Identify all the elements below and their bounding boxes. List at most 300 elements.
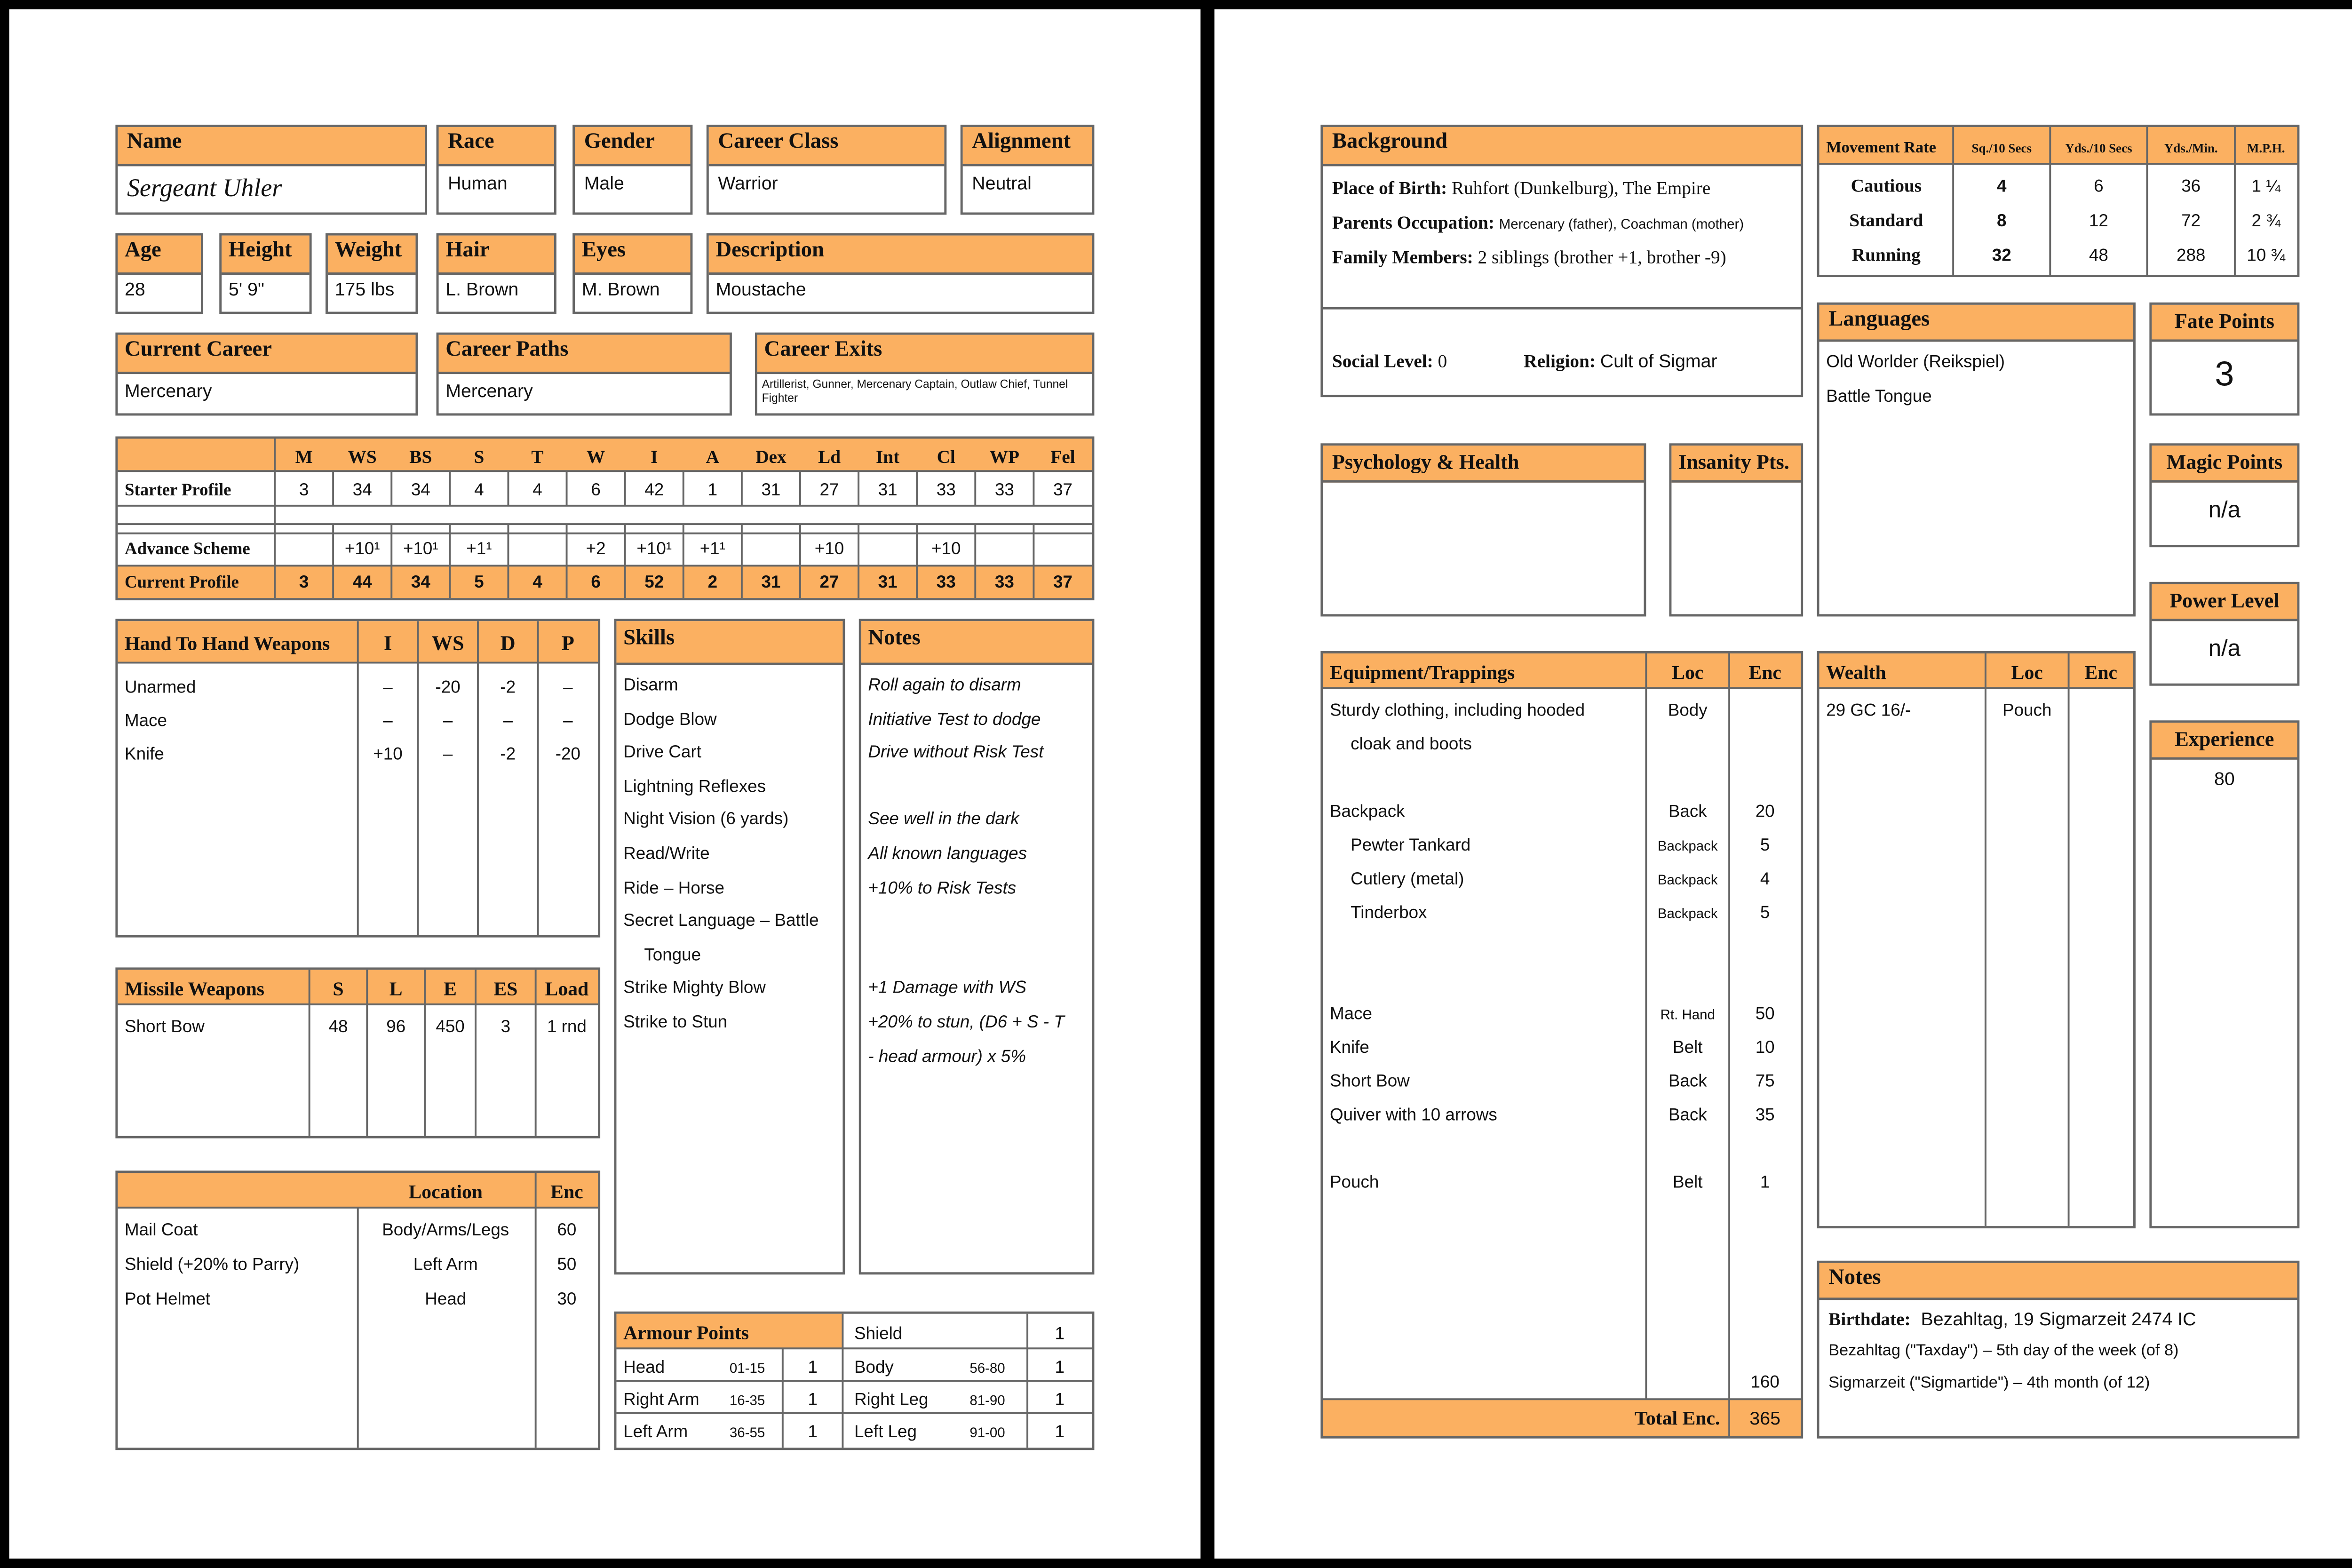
ap-value: 1 [808, 1422, 818, 1441]
profile-value: 31 [761, 572, 781, 592]
missile-col-Load: Load [545, 978, 589, 1000]
profile-value: 37 [1053, 572, 1073, 592]
profile-value: 34 [352, 479, 372, 499]
equipment-item: Short Bow [1330, 1071, 1410, 1090]
equipment-enc: 35 [1755, 1105, 1775, 1124]
armour-enc-header: Enc [550, 1181, 583, 1203]
sheet-page-2 [1215, 9, 2352, 1559]
skill-item: Read/Write [623, 843, 710, 864]
skill-item: Night Vision (6 yards) [623, 809, 789, 830]
profile-value: +10¹ [403, 538, 438, 558]
movement-col: M.P.H. [2247, 141, 2285, 155]
skill-note-item: +20% to stun, (D6 + S - T [868, 1011, 1065, 1032]
equipment-item: Cutlery (metal) [1351, 868, 1464, 888]
alignment-box [961, 125, 1095, 215]
movement-value: 4 [1997, 176, 2007, 196]
equipment-enc: 50 [1755, 1003, 1775, 1023]
wealth-table [1817, 651, 2136, 1228]
profile-value: 33 [936, 572, 956, 592]
profile-value: 3 [299, 479, 309, 499]
profile-row-label: Advance Scheme [125, 538, 250, 558]
wealth-loc: Pouch [2002, 700, 2052, 720]
skill-item: Dodge Blow [623, 708, 717, 729]
name-label: Name [118, 127, 425, 166]
wealth-title: Wealth [1826, 661, 1886, 684]
wealth-item: 29 GC 16/- [1826, 700, 1911, 720]
age-label: Age [118, 236, 201, 275]
hth-value: – [383, 677, 393, 697]
fate-box [2149, 302, 2299, 415]
skill-item: Lightning Reflexes [623, 775, 766, 796]
ap-range: 16-35 [729, 1393, 765, 1409]
magic-label: Magic Points [2152, 446, 2297, 483]
profile-value: +1¹ [699, 538, 725, 558]
movement-row-label: Running [1851, 245, 1921, 265]
pob-label: Place of Birth: [1332, 177, 1447, 199]
hth-value: -2 [500, 744, 516, 764]
profile-value: 33 [936, 479, 956, 499]
armour-enc: 50 [557, 1254, 577, 1274]
ap-range: 81-90 [969, 1393, 1005, 1409]
profile-value: 31 [878, 479, 898, 499]
armour-name: Mail Coat [125, 1219, 198, 1239]
equipment-enc-header: Enc [1748, 661, 1781, 684]
profile-value: 4 [532, 479, 542, 499]
family-row [1332, 247, 1726, 268]
equipment-item: Mace [1330, 1003, 1372, 1023]
armour-list-table [115, 1170, 600, 1450]
profile-value: 33 [994, 572, 1014, 592]
current-career-value: Mercenary [125, 381, 212, 402]
profile-col-W: W [586, 447, 605, 468]
profile-value: +10¹ [636, 538, 672, 558]
missile-col-ES: ES [493, 978, 518, 1000]
profile-col-T: T [531, 447, 544, 468]
hth-value: – [443, 710, 453, 730]
parents-label: Parents Occupation: [1332, 212, 1494, 233]
height-label: Height [222, 236, 310, 275]
language-item: Battle Tongue [1826, 385, 1932, 406]
birthdate-value: Bezahltag, 19 Sigmarzeit 2474 IC [1921, 1309, 2196, 1330]
ap-location: Right Leg [854, 1389, 929, 1409]
insanity-box [1669, 443, 1803, 616]
profile-col-WP: WP [989, 447, 1019, 468]
religion-row [1524, 351, 1717, 372]
equipment-enc: 75 [1755, 1071, 1775, 1090]
equipment-item: Pouch [1330, 1172, 1379, 1192]
armour-header-bg [118, 1173, 598, 1208]
sheet-page-1 [9, 9, 1201, 1559]
age-value: 28 [125, 279, 145, 301]
movement-col: Sq./10 Secs [1971, 141, 2032, 155]
armour-location: Body/Arms/Legs [382, 1219, 509, 1239]
equipment-grid [1323, 653, 1801, 1436]
missile-grid [118, 970, 598, 1136]
equipment-enc: 5 [1760, 835, 1770, 855]
movement-value: 32 [1992, 245, 2011, 265]
skills-box [614, 619, 845, 1274]
current-career-box [115, 333, 418, 416]
career-exits-value: Artillerist, Gunner, Mercenary Captain, Outlaw Chief, Tunnel Fighter [762, 378, 1068, 406]
hth-weapon-name: Unarmed [125, 677, 196, 697]
ap-value: 1 [1055, 1357, 1065, 1377]
equipment-item: Quiver with 10 arrows [1330, 1105, 1497, 1124]
ap-range: 36-55 [729, 1425, 765, 1441]
hth-col-P: P [561, 631, 574, 655]
profile-value: +10 [931, 538, 961, 558]
profile-col-S: S [474, 447, 485, 468]
movement-value: 288 [2176, 245, 2206, 265]
equipment-enc: 4 [1760, 868, 1770, 888]
profile-value: 31 [761, 479, 781, 499]
missile-col-E: E [444, 978, 457, 1000]
movement-value: 6 [2094, 176, 2104, 196]
hth-col-I: I [383, 631, 392, 655]
eyes-box [572, 233, 692, 314]
movement-value: 12 [2089, 210, 2108, 230]
profile-value: 1 [707, 479, 718, 499]
hth-value: – [443, 744, 453, 764]
religion-value: Cult of Sigmar [1600, 351, 1717, 372]
hair-label: Hair [439, 236, 554, 275]
gender-label: Gender [575, 127, 690, 166]
social-value: 0 [1438, 351, 1447, 372]
power-box [2149, 582, 2299, 686]
skill-item: Strike Mighty Blow [623, 978, 766, 999]
profile-col-Cl: Cl [937, 447, 955, 468]
equipment-loc: Back [1668, 1105, 1707, 1124]
profile-col-Dex: Dex [755, 447, 787, 468]
skill-item: Disarm [623, 674, 678, 695]
missile-col-S: S [333, 978, 344, 1000]
race-value: Human [448, 173, 508, 194]
profile-value: 27 [819, 572, 839, 592]
name-box [115, 125, 427, 215]
missile-value: 450 [436, 1016, 465, 1036]
equipment-loc: Back [1668, 801, 1707, 821]
profile-value: 5 [474, 572, 484, 592]
hth-value: – [383, 710, 393, 730]
missile-col-L: L [389, 978, 403, 1000]
missile-value: 96 [386, 1016, 406, 1036]
hair-box [437, 233, 556, 314]
equipment-loc: Belt [1673, 1037, 1703, 1057]
equipment-table [1320, 651, 1803, 1439]
equipment-loc-header: Loc [1672, 661, 1704, 684]
languages-box [1817, 302, 2136, 616]
profile-value: 37 [1053, 479, 1073, 499]
profile-value: 33 [994, 479, 1014, 499]
missile-title: Missile Weapons [125, 978, 265, 1000]
movement-value: 72 [2181, 210, 2201, 230]
movement-row-label: Standard [1849, 210, 1923, 231]
hth-value: +10 [373, 744, 403, 764]
career-paths-value: Mercenary [445, 381, 533, 402]
skill-item: Tongue [644, 944, 701, 965]
armour-location: Head [425, 1289, 467, 1309]
armour-loc-header: Location [408, 1181, 483, 1203]
parents-row [1332, 213, 1744, 233]
ap-value: 1 [1055, 1422, 1065, 1441]
hth-col-D: D [500, 631, 516, 655]
pob-value: Ruhfort (Dunkelburg), The Empire [1451, 177, 1711, 199]
ap-location: Left Leg [854, 1422, 917, 1441]
armour-points-title: Armour Points [623, 1322, 749, 1344]
skill-note-item: Drive without Risk Test [868, 741, 1044, 763]
missile-table [115, 967, 600, 1138]
skill-item: Ride – Horse [623, 876, 725, 898]
total-enc-label: Total Enc. [1634, 1408, 1720, 1430]
equipment-subtotal: 160 [1750, 1372, 1780, 1392]
equipment-loc: Backpack [1657, 872, 1718, 888]
hth-grid [118, 621, 598, 935]
profile-value: +10¹ [344, 538, 380, 558]
armour-name: Pot Helmet [125, 1289, 211, 1309]
hth-value: – [503, 710, 513, 730]
fate-value: 3 [2215, 355, 2234, 395]
ap-location: Left Arm [623, 1422, 688, 1441]
movement-value: 36 [2181, 176, 2201, 196]
ap-value: 1 [1055, 1389, 1065, 1409]
skill-item: Secret Language – Battle [623, 910, 819, 931]
notes2-box [1817, 1261, 2300, 1439]
hth-weapon-name: Knife [125, 744, 164, 764]
profile-value: 31 [878, 572, 898, 592]
profile-value: 6 [591, 479, 601, 499]
profile-grid [118, 439, 1092, 598]
equipment-loc: Rt. Hand [1660, 1007, 1715, 1023]
ap-location: Head [623, 1357, 665, 1377]
profile-value: 2 [707, 572, 718, 592]
equipment-loc: Body [1668, 700, 1708, 720]
height-value: 5' 9" [228, 279, 264, 301]
shield-label: Shield [854, 1323, 903, 1343]
hth-table [115, 619, 600, 937]
armour-grid [118, 1173, 598, 1448]
ap-value: 1 [808, 1357, 818, 1377]
profile-value: 34 [411, 572, 430, 592]
armour-points-grid [616, 1314, 1092, 1448]
armour-points-table [614, 1312, 1095, 1450]
social-label: Social Level: [1332, 351, 1433, 372]
birthdate-label: Birthdate: [1828, 1309, 1911, 1330]
family-label: Family Members: [1332, 247, 1473, 268]
equipment-item: Backpack [1330, 801, 1405, 821]
movement-value: 48 [2089, 245, 2108, 265]
skill-note-item: See well in the dark [868, 809, 1019, 830]
equipment-loc: Backpack [1657, 906, 1718, 922]
ap-range: 56-80 [969, 1360, 1005, 1376]
career-paths-label: Career Paths [439, 335, 730, 374]
alignment-value: Neutral [972, 173, 1032, 194]
languages-label: Languages [1820, 305, 2133, 342]
skill-note-item: - head armour) x 5% [868, 1045, 1026, 1066]
weight-label: Weight [328, 236, 416, 275]
profile-col-Int: Int [876, 447, 900, 468]
equipment-item: Sturdy clothing, including hooded [1330, 700, 1585, 720]
equipment-title: Equipment/Trappings [1330, 661, 1515, 684]
insanity-label: Insanity Pts. [1671, 446, 1801, 483]
equipment-enc: 5 [1760, 902, 1770, 922]
skill-notes-box [859, 619, 1095, 1274]
profile-value: 4 [474, 479, 484, 499]
profile-value: +10 [814, 538, 844, 558]
armour-name: Shield (+20% to Parry) [125, 1254, 300, 1274]
ap-value: 1 [808, 1389, 818, 1409]
notes2-line-2: Sigmarzeit ("Sigmartide") – 4th month (of 12) [1828, 1376, 2150, 1393]
skill-note-item: All known languages [868, 843, 1027, 864]
pob-row [1332, 178, 1710, 199]
hth-value: – [563, 710, 573, 730]
equipment-enc: 1 [1760, 1172, 1770, 1192]
eyes-label: Eyes [575, 236, 690, 275]
skill-note-item: +10% to Risk Tests [868, 876, 1017, 898]
name-value: Sergeant Uhler [127, 175, 282, 203]
movement-col: Yds./10 Secs [2065, 141, 2132, 155]
equipment-enc: 20 [1755, 801, 1775, 821]
description-label: Description [709, 236, 1092, 275]
equipment-item: Pewter Tankard [1351, 835, 1471, 855]
profile-row-label: Starter Profile [125, 479, 231, 499]
missile-value: 48 [328, 1016, 348, 1036]
psychology-label: Psychology & Health [1323, 446, 1644, 483]
equipment-loc: Backpack [1657, 838, 1718, 854]
equipment-loc: Back [1668, 1071, 1707, 1090]
profile-value: 52 [644, 572, 664, 592]
profile-value: 34 [411, 479, 430, 499]
hth-value: -2 [500, 677, 516, 697]
profile-col-I: I [651, 447, 658, 468]
movement-row-label: Cautious [1851, 175, 1922, 196]
power-value: n/a [2208, 637, 2241, 663]
armour-location: Left Arm [413, 1254, 478, 1274]
current-career-label: Current Career [118, 335, 415, 374]
notes2-line-1: Bezahltag ("Taxday") – 5th day of the week (of 8) [1828, 1344, 2179, 1360]
hth-col-WS: WS [431, 631, 464, 655]
weight-value: 175 lbs [334, 279, 395, 301]
background-box [1320, 125, 1803, 397]
profile-value: 42 [644, 479, 664, 499]
hth-title: Hand To Hand Weapons [125, 633, 330, 655]
description-value: Moustache [715, 279, 806, 301]
ap-range: 91-00 [969, 1425, 1005, 1441]
movement-value: 1 ¼ [2251, 176, 2280, 196]
movement-table [1817, 125, 2300, 277]
equipment-item: Tinderbox [1351, 902, 1427, 922]
profile-value: 27 [819, 479, 839, 499]
movement-title: Movement Rate [1826, 138, 1936, 156]
parents-value: Mercenary (father), Coachman (mother) [1499, 219, 1744, 233]
career-exits-label: Career Exits [757, 335, 1092, 374]
profile-col-M: M [295, 447, 313, 468]
skill-item: Strike to Stun [623, 1011, 728, 1032]
movement-value: 10 ¾ [2247, 245, 2286, 265]
hth-value: -20 [435, 677, 461, 697]
hth-value: -20 [555, 744, 580, 764]
gender-value: Male [584, 173, 624, 194]
social-row [1332, 351, 1447, 372]
race-label: Race [439, 127, 554, 166]
skill-item: Drive Cart [623, 741, 701, 763]
gender-box [572, 125, 692, 215]
skill-note-item: Roll again to disarm [868, 674, 1021, 695]
movement-col: Yds./Min. [2164, 141, 2218, 155]
hair-value: L. Brown [445, 279, 519, 301]
height-box [219, 233, 311, 314]
wealth-enc-header: Enc [2084, 661, 2118, 684]
armour-enc: 60 [557, 1219, 577, 1239]
shield-value: 1 [1055, 1323, 1065, 1343]
age-box [115, 233, 203, 314]
hth-weapon-name: Mace [125, 710, 167, 730]
religion-label: Religion: [1524, 351, 1596, 372]
movement-value: 8 [1997, 210, 2007, 230]
missile-value: 3 [501, 1016, 511, 1036]
career-class-box [707, 125, 946, 215]
profile-value: 44 [352, 572, 372, 592]
profile-value: 6 [591, 572, 601, 592]
wealth-loc-header: Loc [2011, 661, 2043, 684]
skill-notes-label: Notes [861, 621, 1092, 665]
hth-value: – [563, 677, 573, 697]
language-item: Old Worlder (Reikspiel) [1826, 351, 2005, 372]
career-paths-box [437, 333, 732, 416]
fate-label: Fate Points [2152, 305, 2297, 342]
career-class-label: Career Class [709, 127, 945, 166]
alignment-label: Alignment [963, 127, 1092, 166]
race-box [437, 125, 556, 215]
profile-value: 4 [532, 572, 542, 592]
armour-enc: 30 [557, 1289, 577, 1309]
birthdate-row [1828, 1309, 2196, 1330]
profile-value: +1¹ [466, 538, 492, 558]
profile-col-BS: BS [409, 447, 432, 468]
experience-label: Experience [2152, 723, 2297, 760]
ap-location: Body [854, 1357, 894, 1377]
psychology-box [1320, 443, 1646, 616]
total-enc-value: 365 [1749, 1408, 1780, 1429]
equipment-enc: 10 [1755, 1037, 1775, 1057]
equipment-loc: Belt [1673, 1172, 1703, 1192]
equipment-item: Knife [1330, 1037, 1369, 1057]
career-exits-box [755, 333, 1094, 416]
notes2-label: Notes [1820, 1263, 2297, 1300]
skill-note-item: +1 Damage with WS [868, 978, 1026, 999]
ap-location: Right Arm [623, 1389, 699, 1409]
missile-value: 1 rnd [547, 1016, 587, 1036]
eyes-value: M. Brown [581, 279, 660, 301]
profile-col-A: A [706, 447, 719, 468]
background-label: Background [1323, 127, 1801, 166]
description-box [707, 233, 1095, 314]
wealth-grid [1820, 653, 2133, 1226]
weight-box [326, 233, 418, 314]
movement-value: 2 ¾ [2251, 210, 2280, 230]
skills-label: Skills [616, 621, 842, 665]
career-class-value: Warrior [718, 173, 778, 194]
equipment-item: cloak and boots [1351, 734, 1472, 754]
missile-weapon-name: Short Bow [125, 1016, 205, 1036]
family-value: 2 siblings (brother +1, brother -9) [1478, 247, 1726, 268]
magic-value: n/a [2208, 499, 2241, 525]
magic-box [2149, 443, 2299, 547]
profile-col-Fel: Fel [1050, 447, 1075, 468]
experience-box [2149, 720, 2299, 1228]
profile-col-Ld: Ld [818, 447, 841, 468]
profile-value: +2 [586, 538, 606, 558]
profile-row-label: Current Profile [125, 572, 239, 592]
movement-grid [1820, 127, 2297, 275]
